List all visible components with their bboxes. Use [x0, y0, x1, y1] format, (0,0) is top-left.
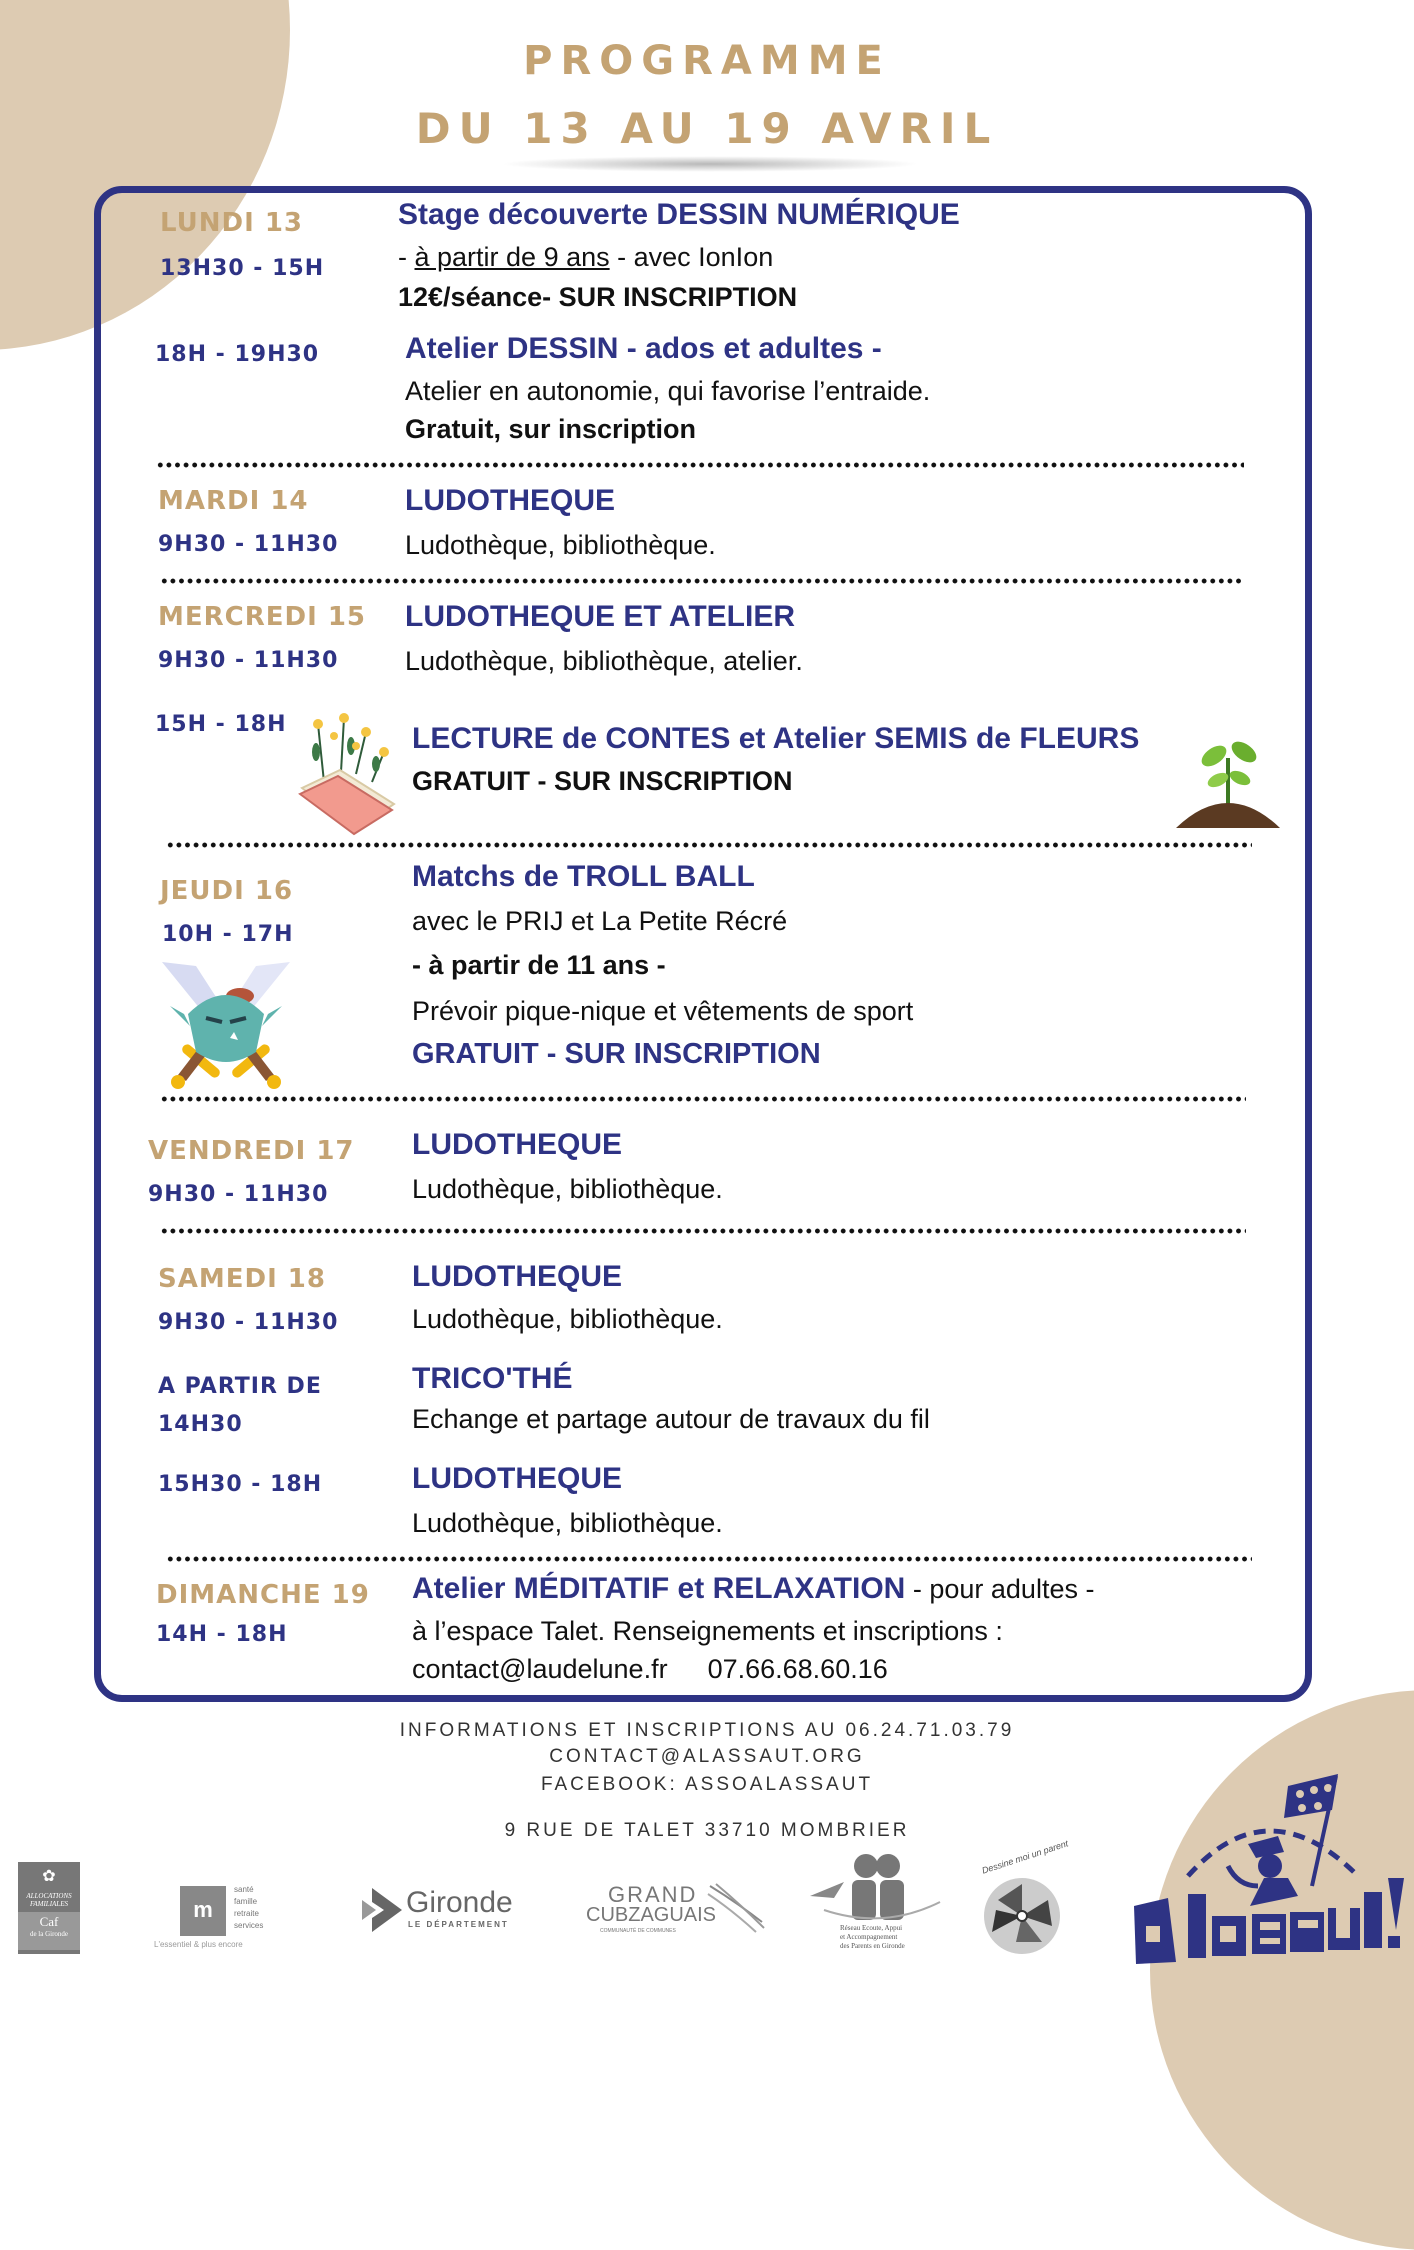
- alassaut-logo: [1128, 1766, 1408, 1966]
- caf-people-icon: ✿: [42, 1868, 56, 1885]
- event-line: [398, 242, 773, 273]
- caf-logo: ✿ ALLOCATIONS FAMILIALES Caf de la Gironde: [18, 1862, 80, 1954]
- event-title: [412, 1572, 1094, 1606]
- dotted-divider: [166, 842, 1252, 848]
- event-line: avec le PRIJ et La Petite Récré: [412, 906, 788, 936]
- contact-phone: 07.66.68.60.16: [707, 1654, 888, 1684]
- gironde-logo: Gironde LE DÉPARTEMENT: [362, 1886, 532, 1932]
- event-title: TRICO'THÉ: [412, 1362, 573, 1395]
- event-line: Echange et partage autour de travaux du fil: [412, 1404, 930, 1434]
- event-time: 9H30 - 11H30: [158, 648, 339, 673]
- event-title: Atelier DESSIN - ados et adultes -: [405, 332, 882, 365]
- event-title: LUDOTHEQUE: [412, 1260, 622, 1293]
- event-time: 15H30 - 18H: [158, 1472, 323, 1497]
- event-line: Ludothèque, bibliothèque.: [405, 530, 716, 560]
- event-title: Matchs de TROLL BALL: [412, 860, 755, 893]
- book-flowers-icon: [296, 712, 400, 836]
- gironde-chevron-icon: [362, 1888, 402, 1932]
- event-time-line2: 14H30: [158, 1412, 243, 1437]
- day-label-samedi: SAMEDI 18: [158, 1264, 326, 1294]
- event-line-prefix: -: [398, 242, 415, 272]
- dotted-divider: [166, 1556, 1252, 1562]
- event-line: Prévoir pique-nique et vêtements de sport: [412, 996, 914, 1026]
- event-line: Ludothèque, bibliothèque, atelier.: [405, 646, 803, 676]
- dessine-moi-un-parent-logo: Dessine moi un parent: [970, 1852, 1080, 1962]
- footer-email[interactable]: CONTACT@ALASSAUT.ORG: [549, 1746, 865, 1767]
- contact-email-link[interactable]: contact@laudelune.fr: [412, 1654, 668, 1684]
- page-title: PROGRAMME: [523, 38, 891, 84]
- event-age: - à partir de 11 ans -: [412, 950, 666, 980]
- event-time-line1: A PARTIR DE: [158, 1374, 322, 1399]
- event-time: 14H - 18H: [156, 1622, 288, 1647]
- msa-logo: m santé famille retraite services L'essentiel & plus encore: [154, 1885, 264, 1949]
- event-time: 15H - 18H: [155, 712, 287, 737]
- swoosh-icon: [706, 1882, 766, 1938]
- event-time: 9H30 - 11H30: [158, 532, 339, 557]
- parents-icon: [804, 1852, 944, 1922]
- event-line: Ludothèque, bibliothèque.: [412, 1174, 723, 1204]
- event-time: 13H30 - 15H: [160, 256, 325, 281]
- reaap-logo: Réseau Ecoute, Appui et Accompagnement des Parents en Gironde: [804, 1852, 944, 1962]
- dotted-divider: [160, 578, 1244, 584]
- day-label-jeudi: JEUDI 16: [160, 876, 294, 906]
- dotted-divider: [156, 462, 1244, 468]
- seedling-icon: [1166, 728, 1290, 836]
- event-title: LUDOTHEQUE ET ATELIER: [405, 600, 795, 633]
- event-registration: Gratuit, sur inscription: [405, 414, 697, 444]
- footer-info: INFORMATIONS ET INSCRIPTIONS AU 06.24.71.03.79: [399, 1720, 1015, 1741]
- event-title-suffix: - pour adultes -: [905, 1574, 1095, 1604]
- day-label-mardi: MARDI 14: [158, 486, 309, 516]
- event-title: LUDOTHEQUE: [405, 484, 615, 517]
- event-age-underlined: à partir de 9 ans: [414, 242, 610, 272]
- event-price: 12€/séance- SUR INSCRIPTION: [398, 282, 798, 312]
- day-label-lundi: LUNDI 13: [160, 208, 304, 238]
- troll-swords-icon: [156, 956, 296, 1092]
- page-subtitle-dates: DU 13 AU 19 AVRIL: [415, 104, 999, 153]
- event-registration: GRATUIT - SUR INSCRIPTION: [412, 1038, 821, 1070]
- event-registration: GRATUIT - SUR INSCRIPTION: [412, 766, 793, 796]
- event-line: Ludothèque, bibliothèque.: [412, 1304, 723, 1334]
- dotted-divider: [160, 1228, 1246, 1234]
- event-time: 9H30 - 11H30: [158, 1310, 339, 1335]
- title-shadow: [500, 156, 920, 172]
- event-line: à l’espace Talet. Renseignements et inscriptions :: [412, 1616, 1003, 1646]
- day-label-mercredi: MERCREDI 15: [158, 602, 367, 632]
- event-line: Ludothèque, bibliothèque.: [412, 1508, 723, 1538]
- pinwheel-icon: [978, 1870, 1068, 1960]
- event-time: 18H - 19H30: [155, 342, 320, 367]
- event-title: LUDOTHEQUE: [412, 1462, 622, 1495]
- msa-mark-icon: m: [180, 1886, 226, 1936]
- event-title: Stage découverte DESSIN NUMÉRIQUE: [398, 198, 960, 231]
- grand-cubzaguais-logo: GRAND CUBZAGUAIS COMMUNAUTÉ DE COMMUNES: [586, 1882, 766, 1942]
- footer-facebook[interactable]: FACEBOOK: ASSOALASSAUT: [540, 1774, 874, 1795]
- event-time: 9H30 - 11H30: [148, 1182, 329, 1207]
- day-label-vendredi: VENDREDI 17: [148, 1136, 355, 1166]
- event-title: LECTURE de CONTES et Atelier SEMIS de FLEURS: [412, 722, 1140, 755]
- footer-address: 9 RUE DE TALET 33710 MOMBRIER: [504, 1820, 910, 1841]
- dotted-divider: [160, 1096, 1246, 1102]
- day-label-dimanche: DIMANCHE 19: [156, 1580, 370, 1610]
- event-line: Atelier en autonomie, qui favorise l’entraide.: [405, 376, 931, 406]
- event-contact: [412, 1654, 888, 1685]
- event-line-suffix: - avec IonIon: [609, 242, 774, 272]
- event-title-main: Atelier MÉDITATIF et RELAXATION: [412, 1572, 906, 1605]
- event-time: 10H - 17H: [162, 922, 294, 947]
- event-title: LUDOTHEQUE: [412, 1128, 622, 1161]
